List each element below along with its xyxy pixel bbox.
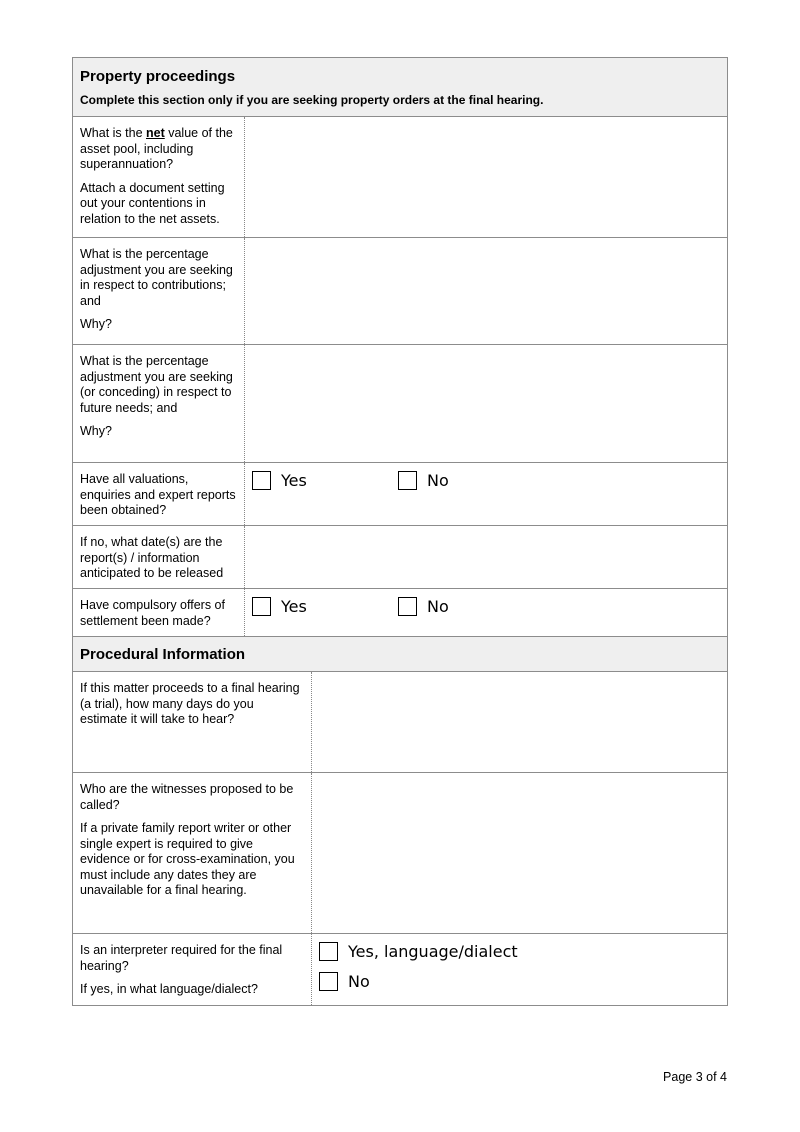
procedural-section-title: Procedural Information <box>80 646 246 663</box>
future-needs-answer-field[interactable] <box>245 345 727 462</box>
witnesses-answer-field[interactable] <box>312 773 727 933</box>
checkbox-icon[interactable] <box>398 471 417 490</box>
offers-row <box>72 589 728 637</box>
future-needs-question: What is the percentage adjustment you are seeking (or conceding) in respect to future needs; and <box>80 354 233 415</box>
interpreter-no-label: No <box>348 972 370 991</box>
report-dates-question: If no, what date(s) are the report(s) / information anticipated to be released <box>80 535 224 580</box>
interpreter-yes-label: Yes, language/dialect <box>348 942 518 961</box>
witnesses-label <box>73 773 312 933</box>
interpreter-row <box>72 934 728 1006</box>
property-section-header <box>72 57 728 117</box>
net-value-label <box>73 117 245 237</box>
offers-label <box>73 589 245 636</box>
interpreter-question: Is an interpreter required for the final hearing? <box>80 943 283 973</box>
report-dates-answer-field[interactable] <box>245 526 727 588</box>
contributions-why: Why? <box>80 317 112 331</box>
contributions-question: What is the percentage adjustment you are seeking in respect to contributions; and <box>80 247 233 308</box>
net-value-q-prefix: What is the <box>80 126 146 140</box>
checkbox-icon[interactable] <box>252 597 271 616</box>
valuations-no-option[interactable] <box>398 471 449 490</box>
witnesses-row <box>72 773 728 934</box>
procedural-section-header <box>72 637 728 672</box>
page-number: Page 3 of 4 <box>663 1070 727 1084</box>
interpreter-label <box>73 934 312 1005</box>
contributions-label <box>73 238 245 344</box>
hearing-days-row <box>72 672 728 773</box>
hearing-days-question: If this matter proceeds to a final hearing (a trial), how many days do you estimate it will take to hear? <box>80 681 300 726</box>
court-form <box>72 57 728 1006</box>
valuations-no-label: No <box>427 471 449 490</box>
net-value-q-suffix: value of the asset pool, including superannuation? <box>80 126 233 171</box>
net-value-answer-field[interactable] <box>245 117 727 237</box>
offers-yes-option[interactable] <box>252 597 398 616</box>
interpreter-yes-option[interactable] <box>319 942 727 961</box>
interpreter-no-option[interactable] <box>319 972 727 991</box>
offers-yes-label: Yes <box>281 597 307 616</box>
property-section-subtitle: Complete this section only if you are seeking property orders at the final hearing. <box>80 93 544 107</box>
interpreter-question-2: If yes, in what language/dialect? <box>80 982 258 996</box>
future-needs-row <box>72 345 728 463</box>
valuations-row <box>72 463 728 526</box>
report-dates-label <box>73 526 245 588</box>
future-needs-why: Why? <box>80 424 112 438</box>
witnesses-note: If a private family report writer or other single expert is required to give evidence or for cross-examination, you must include any dates they are unavailable for a final hearing. <box>80 821 295 897</box>
offers-question: Have compulsory offers of settlement been made? <box>80 598 225 628</box>
offers-options <box>245 589 727 636</box>
checkbox-icon[interactable] <box>398 597 417 616</box>
checkbox-icon[interactable] <box>252 471 271 490</box>
net-value-row <box>72 117 728 238</box>
interpreter-options <box>312 934 727 1005</box>
valuations-yes-option[interactable] <box>252 471 398 490</box>
witnesses-question: Who are the witnesses proposed to be called? <box>80 782 294 812</box>
checkbox-icon[interactable] <box>319 942 338 961</box>
valuations-question: Have all valuations, enquiries and expert reports been obtained? <box>80 472 236 517</box>
future-needs-label <box>73 345 245 462</box>
checkbox-icon[interactable] <box>319 972 338 991</box>
offers-no-label: No <box>427 597 449 616</box>
net-value-note: Attach a document setting out your contentions in relation to the net assets. <box>80 180 225 226</box>
valuations-yes-label: Yes <box>281 471 307 490</box>
hearing-days-answer-field[interactable] <box>312 672 727 772</box>
contributions-answer-field[interactable] <box>245 238 727 344</box>
contributions-row <box>72 238 728 345</box>
offers-no-option[interactable] <box>398 597 449 616</box>
property-section-title: Property proceedings <box>80 68 236 85</box>
net-value-q-emphasis: net <box>146 126 165 140</box>
valuations-label <box>73 463 245 525</box>
report-dates-row <box>72 526 728 589</box>
valuations-options <box>245 463 727 525</box>
net-value-question <box>80 126 237 173</box>
hearing-days-label <box>73 672 312 772</box>
